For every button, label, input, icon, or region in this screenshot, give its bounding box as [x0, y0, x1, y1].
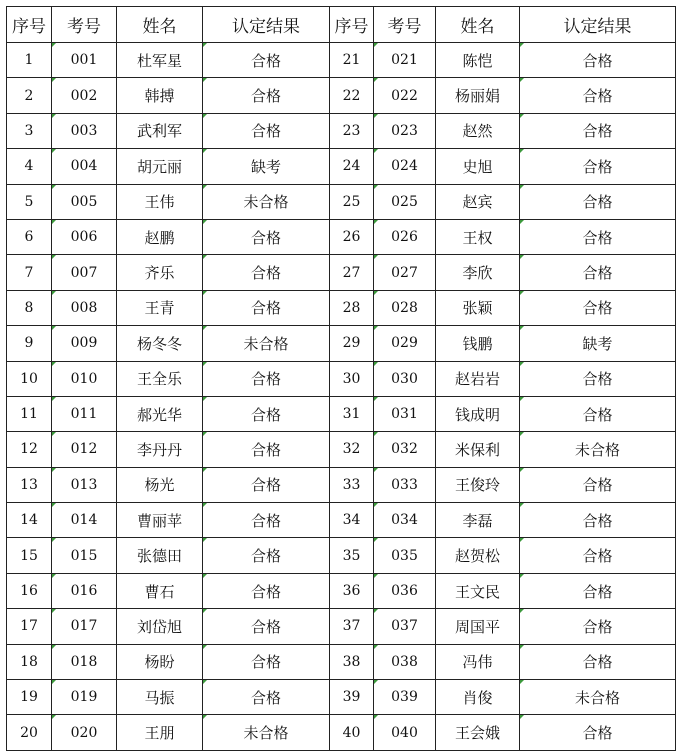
- result-cell: 合格: [520, 609, 676, 644]
- table-row: [7, 644, 676, 679]
- seq-cell: 23: [330, 113, 374, 148]
- header-name-left: 姓名: [117, 7, 203, 43]
- result-cell: 合格: [203, 290, 330, 325]
- code-cell: 011: [52, 396, 117, 431]
- name-cell: 武利军: [117, 113, 203, 148]
- name-cell: 杨光: [117, 467, 203, 502]
- table-row: [7, 361, 676, 396]
- result-cell: 未合格: [520, 432, 676, 467]
- seq-cell: 11: [7, 396, 52, 431]
- result-cell: 合格: [203, 538, 330, 573]
- result-cell: 合格: [520, 573, 676, 608]
- code-cell: 036: [374, 573, 436, 608]
- table-row: [7, 680, 676, 715]
- seq-cell: 7: [7, 255, 52, 290]
- result-cell: 合格: [203, 255, 330, 290]
- name-cell: 杨冬冬: [117, 326, 203, 361]
- seq-cell: 10: [7, 361, 52, 396]
- code-cell: 017: [52, 609, 117, 644]
- table-row: [7, 113, 676, 148]
- name-cell: 米保利: [436, 432, 520, 467]
- name-cell: 王文民: [436, 573, 520, 608]
- table-row: [7, 715, 676, 750]
- header-name-right: 姓名: [436, 7, 520, 43]
- name-cell: 王伟: [117, 184, 203, 219]
- code-cell: 040: [374, 715, 436, 750]
- seq-cell: 35: [330, 538, 374, 573]
- result-cell: 合格: [203, 219, 330, 254]
- name-cell: 张颖: [436, 290, 520, 325]
- result-cell: 合格: [203, 113, 330, 148]
- code-cell: 032: [374, 432, 436, 467]
- code-cell: 005: [52, 184, 117, 219]
- name-cell: 冯伟: [436, 644, 520, 679]
- table-row: [7, 503, 676, 538]
- code-cell: 039: [374, 680, 436, 715]
- header-code-right: 考号: [374, 7, 436, 43]
- code-cell: 021: [374, 43, 436, 78]
- seq-cell: 4: [7, 149, 52, 184]
- name-cell: 李欣: [436, 255, 520, 290]
- code-cell: 013: [52, 467, 117, 502]
- name-cell: 马振: [117, 680, 203, 715]
- name-cell: 赵宾: [436, 184, 520, 219]
- name-cell: 齐乐: [117, 255, 203, 290]
- header-result-right: 认定结果: [520, 7, 676, 43]
- result-cell: 合格: [203, 573, 330, 608]
- code-cell: 008: [52, 290, 117, 325]
- result-cell: 合格: [520, 255, 676, 290]
- seq-cell: 29: [330, 326, 374, 361]
- name-cell: 曹石: [117, 573, 203, 608]
- table-row: [7, 78, 676, 113]
- code-cell: 016: [52, 573, 117, 608]
- name-cell: 李磊: [436, 503, 520, 538]
- table-row: [7, 573, 676, 608]
- code-cell: 018: [52, 644, 117, 679]
- header-seq-right: 序号: [330, 7, 374, 43]
- result-cell: 合格: [520, 715, 676, 750]
- table-row: [7, 255, 676, 290]
- name-cell: 曹丽苹: [117, 503, 203, 538]
- name-cell: 刘岱旭: [117, 609, 203, 644]
- name-cell: 王权: [436, 219, 520, 254]
- result-cell: 合格: [520, 396, 676, 431]
- result-cell: 合格: [203, 361, 330, 396]
- name-cell: 张德田: [117, 538, 203, 573]
- result-cell: 合格: [520, 538, 676, 573]
- name-cell: 王全乐: [117, 361, 203, 396]
- seq-cell: 34: [330, 503, 374, 538]
- code-cell: 006: [52, 219, 117, 254]
- result-cell: 合格: [520, 644, 676, 679]
- name-cell: 王朋: [117, 715, 203, 750]
- code-cell: 029: [374, 326, 436, 361]
- result-cell: 合格: [520, 219, 676, 254]
- name-cell: 王俊玲: [436, 467, 520, 502]
- header-result-left: 认定结果: [203, 7, 330, 43]
- result-cell: 缺考: [203, 149, 330, 184]
- code-cell: 020: [52, 715, 117, 750]
- seq-cell: 38: [330, 644, 374, 679]
- table-row: [7, 538, 676, 573]
- table-row: [7, 184, 676, 219]
- code-cell: 035: [374, 538, 436, 573]
- code-cell: 033: [374, 467, 436, 502]
- result-cell: 合格: [520, 184, 676, 219]
- code-cell: 014: [52, 503, 117, 538]
- name-cell: 杨盼: [117, 644, 203, 679]
- table-row: [7, 467, 676, 502]
- seq-cell: 9: [7, 326, 52, 361]
- seq-cell: 33: [330, 467, 374, 502]
- table-body: [7, 43, 676, 751]
- name-cell: 赵贺松: [436, 538, 520, 573]
- result-cell: 合格: [520, 467, 676, 502]
- result-cell: 合格: [520, 503, 676, 538]
- header-seq-left: 序号: [7, 7, 52, 43]
- seq-cell: 8: [7, 290, 52, 325]
- code-cell: 004: [52, 149, 117, 184]
- seq-cell: 21: [330, 43, 374, 78]
- code-cell: 037: [374, 609, 436, 644]
- name-cell: 周国平: [436, 609, 520, 644]
- result-cell: 缺考: [520, 326, 676, 361]
- seq-cell: 3: [7, 113, 52, 148]
- seq-cell: 39: [330, 680, 374, 715]
- name-cell: 杨丽娟: [436, 78, 520, 113]
- seq-cell: 15: [7, 538, 52, 573]
- result-cell: 未合格: [203, 326, 330, 361]
- table-row: [7, 432, 676, 467]
- result-cell: 合格: [520, 78, 676, 113]
- seq-cell: 18: [7, 644, 52, 679]
- table-header: [7, 7, 676, 43]
- seq-cell: 13: [7, 467, 52, 502]
- code-cell: 015: [52, 538, 117, 573]
- results-table: [6, 6, 676, 751]
- code-cell: 025: [374, 184, 436, 219]
- code-cell: 024: [374, 149, 436, 184]
- name-cell: 史旭: [436, 149, 520, 184]
- code-cell: 007: [52, 255, 117, 290]
- name-cell: 赵鹏: [117, 219, 203, 254]
- seq-cell: 6: [7, 219, 52, 254]
- seq-cell: 12: [7, 432, 52, 467]
- result-cell: 合格: [203, 43, 330, 78]
- seq-cell: 2: [7, 78, 52, 113]
- seq-cell: 22: [330, 78, 374, 113]
- seq-cell: 27: [330, 255, 374, 290]
- result-cell: 合格: [203, 680, 330, 715]
- result-cell: 合格: [203, 432, 330, 467]
- seq-cell: 14: [7, 503, 52, 538]
- name-cell: 胡元丽: [117, 149, 203, 184]
- result-cell: 未合格: [203, 715, 330, 750]
- code-cell: 030: [374, 361, 436, 396]
- result-cell: 合格: [203, 609, 330, 644]
- result-cell: 合格: [520, 43, 676, 78]
- code-cell: 001: [52, 43, 117, 78]
- code-cell: 038: [374, 644, 436, 679]
- code-cell: 023: [374, 113, 436, 148]
- name-cell: 杜军星: [117, 43, 203, 78]
- result-cell: 合格: [520, 361, 676, 396]
- table-row: [7, 149, 676, 184]
- result-cell: 合格: [203, 467, 330, 502]
- table-row: [7, 219, 676, 254]
- name-cell: 赵岩岩: [436, 361, 520, 396]
- seq-cell: 36: [330, 573, 374, 608]
- seq-cell: 28: [330, 290, 374, 325]
- seq-cell: 1: [7, 43, 52, 78]
- code-cell: 027: [374, 255, 436, 290]
- seq-cell: 37: [330, 609, 374, 644]
- name-cell: 王青: [117, 290, 203, 325]
- result-cell: 合格: [203, 78, 330, 113]
- seq-cell: 17: [7, 609, 52, 644]
- table-row: [7, 609, 676, 644]
- code-cell: 010: [52, 361, 117, 396]
- result-cell: 合格: [203, 396, 330, 431]
- name-cell: 韩搏: [117, 78, 203, 113]
- result-cell: 合格: [520, 149, 676, 184]
- seq-cell: 26: [330, 219, 374, 254]
- table-row: [7, 43, 676, 78]
- code-cell: 002: [52, 78, 117, 113]
- name-cell: 郝光华: [117, 396, 203, 431]
- header-code-left: 考号: [52, 7, 117, 43]
- result-cell: 未合格: [203, 184, 330, 219]
- seq-cell: 19: [7, 680, 52, 715]
- result-cell: 合格: [520, 290, 676, 325]
- code-cell: 028: [374, 290, 436, 325]
- table-row: [7, 326, 676, 361]
- seq-cell: 20: [7, 715, 52, 750]
- name-cell: 钱鹏: [436, 326, 520, 361]
- code-cell: 012: [52, 432, 117, 467]
- code-cell: 003: [52, 113, 117, 148]
- table-row: [7, 290, 676, 325]
- result-cell: 未合格: [520, 680, 676, 715]
- seq-cell: 32: [330, 432, 374, 467]
- seq-cell: 40: [330, 715, 374, 750]
- code-cell: 026: [374, 219, 436, 254]
- code-cell: 009: [52, 326, 117, 361]
- seq-cell: 31: [330, 396, 374, 431]
- table-row: [7, 396, 676, 431]
- name-cell: 李丹丹: [117, 432, 203, 467]
- header-row: [7, 7, 676, 43]
- seq-cell: 16: [7, 573, 52, 608]
- code-cell: 022: [374, 78, 436, 113]
- result-cell: 合格: [520, 113, 676, 148]
- result-cell: 合格: [203, 644, 330, 679]
- seq-cell: 5: [7, 184, 52, 219]
- code-cell: 034: [374, 503, 436, 538]
- name-cell: 钱成明: [436, 396, 520, 431]
- name-cell: 陈恺: [436, 43, 520, 78]
- result-cell: 合格: [203, 503, 330, 538]
- seq-cell: 30: [330, 361, 374, 396]
- name-cell: 赵然: [436, 113, 520, 148]
- code-cell: 019: [52, 680, 117, 715]
- name-cell: 王会娥: [436, 715, 520, 750]
- seq-cell: 24: [330, 149, 374, 184]
- seq-cell: 25: [330, 184, 374, 219]
- name-cell: 肖俊: [436, 680, 520, 715]
- code-cell: 031: [374, 396, 436, 431]
